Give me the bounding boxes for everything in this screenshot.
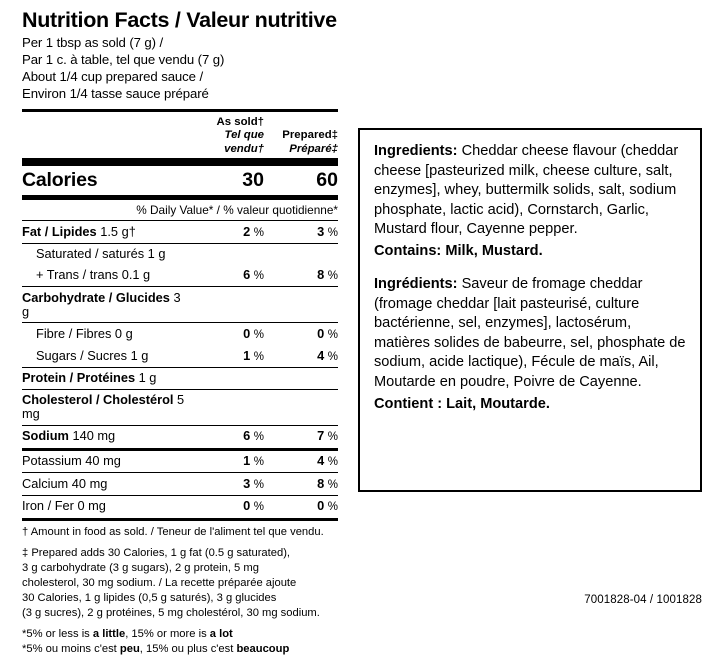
nutrient-row-fat: Fat / Lipides 1.5 g† 2 % 3 % [22,223,338,239]
ingredients-box [358,128,702,492]
footnote-prepared: ‡ Prepared adds 30 Calories, 1 g fat (0.5 g saturated), 3 g carbohydrate (3 g sugars), 2 g protein, 5 mg cholesterol, 30 mg sodium. / La recette préparée ajoute 30 Calories, 1 g lipides (0,5 g saturés), 3 g glucides (3 g sucres), 2 g protéines, 5 mg cholestérol, 30 mg sodium. [22,546,320,619]
nutrient-row-protein: Protein / Protéines 1 g [22,370,157,386]
column-header-as-sold: As sold† Tel que vendu† [216,115,264,155]
calories-prepared: 60 [316,169,338,191]
serving-line: Par 1 c. à table, tel que vendu (7 g) [22,51,225,67]
column-headers [22,112,338,158]
nutrient-row-carbohydrate: Carbohydrate / Glucides 3 g [22,289,181,319]
column-header-prepared: Prepared‡ Préparé‡ [282,129,338,155]
serving-line: Per 1 tbsp as sold (7 g) / [22,35,164,51]
nutrient-row-trans: + Trans / trans 0.1 g 6 % 8 % [36,267,338,283]
nutrient-row-iron: Iron / Fer 0 mg 0 % 0 % [22,498,338,514]
nutrient-row-calcium: Calcium 40 mg 3 % 8 % [22,475,338,491]
footnote-star-en: *5% or less is a little, 15% or more is a lot [22,627,233,640]
serving-line: About 1/4 cup prepared sauce / [22,68,204,84]
product-code: 7001828-04 / 1001828 [584,594,702,606]
nutrient-row-sodium: Sodium 140 mg 6 % 7 % [22,428,338,444]
ingredients-english-label: Ingredients: [374,143,458,159]
nutrient-row-cholesterol: Cholesterol / Cholestérol 5 mg [22,392,185,422]
footnote-as-sold: † Amount in food as sold. / Teneur de l'aliment tel que vendu. [22,525,324,538]
contains-french: Contient : Lait, Moutarde. [374,395,550,412]
ingredients-french-text: Saveur de fromage cheddar (fromage cheddar [lait pasteurisé, culture bactérienne, sel, enzymes], lactosérum, matières solides de babeurre, sel, phosphate de sodium, acide lactique), Fécule de maïs, Ail, Moutarde en poudre, Poivre de Cayenne. [374,276,686,391]
ingredients-french [374,275,686,392]
ingredients-french-label: Ingrédients: [374,276,458,293]
nutrition-facts-panel [20,8,340,657]
contains-english: Contains: Milk, Mustard. [374,242,543,259]
ingredients-english [374,142,686,240]
nutrition-footnotes [22,521,338,657]
divider [22,158,338,166]
daily-value-header: % Daily Value* / % valeur quotidienne* [136,203,338,217]
nutrition-facts-title: Nutrition Facts / Valeur nutritive [22,8,337,32]
ingredients-english-text: Cheddar cheese flavour (cheddar cheese [pasteurized milk, cheese culture, salt, enzymes], whey, buttermilk solids, salt, sodium phosphate, lactic acid), Cornstarch, Garlic, Mustard flour, Cayenne pepper. [374,143,679,238]
nutrient-row-sugars: Sugars / Sucres 1 g 1 % 4 % [36,347,338,363]
calories-label: Calories [22,169,98,191]
nutrient-row-fibre: Fibre / Fibres 0 g 0 % 0 % [36,325,338,341]
nutrient-row-saturated: Saturated / saturés 1 g [36,246,166,262]
serving-line: Environ 1/4 tasse sauce préparé [22,85,209,101]
serving-size-block [22,35,338,103]
nutrient-row-potassium: Potassium 40 mg 1 % 4 % [22,453,338,469]
calories-as-sold: 30 [242,169,264,191]
footnote-star-fr: *5% ou moins c'est peu, 15% ou plus c'est beaucoup [22,642,290,655]
calories-row [22,166,338,195]
